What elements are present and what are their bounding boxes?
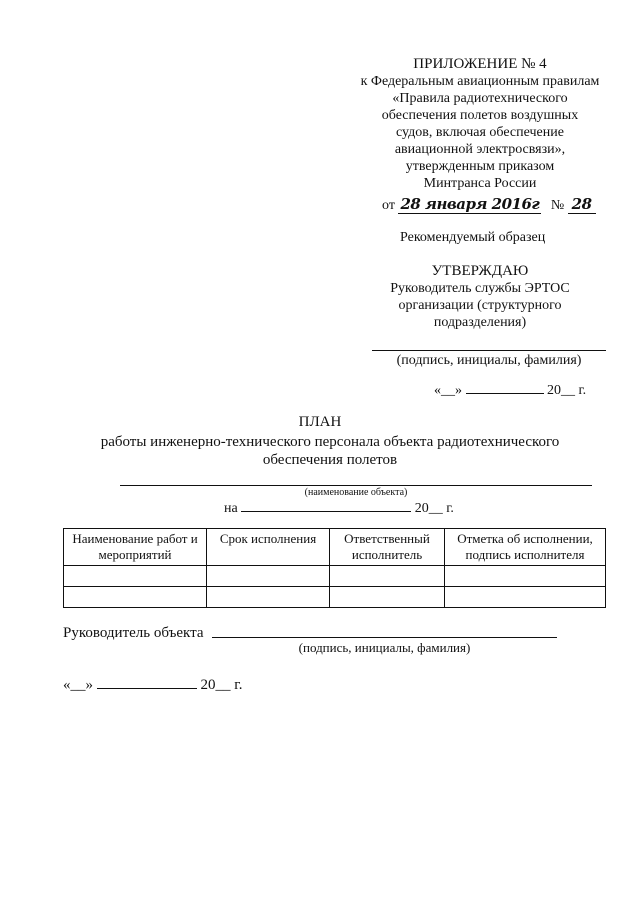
approval-position-line: подразделения) — [433, 315, 527, 330]
appendix-line: Минтранса России — [423, 176, 537, 191]
order-reference — [382, 196, 602, 216]
table-cell[interactable] — [445, 587, 606, 608]
column-header-completion-mark: Отметка об исполнении, подпись исполнителя — [445, 529, 606, 566]
approval-date-month-field[interactable] — [466, 381, 544, 394]
table-cell[interactable] — [330, 566, 445, 587]
footer-date-year[interactable]: 20__ г. — [200, 677, 243, 693]
recommended-sample-label: Рекомендуемый образец — [400, 230, 546, 245]
plan-subtitle: работы инженерно-технического персонала объекта радиотехнического обеспечения полетов — [100, 434, 560, 468]
appendix-line: «Правила радиотехнического — [392, 91, 568, 106]
table-cell[interactable] — [64, 587, 207, 608]
work-plan-table — [63, 528, 606, 608]
plan-period-prefix: на — [224, 501, 238, 516]
table-cell[interactable] — [330, 587, 445, 608]
order-number-prefix: № — [550, 198, 565, 213]
approval-date-day[interactable]: «__» — [434, 383, 462, 398]
column-header-responsible: Ответственный исполнитель — [330, 529, 445, 566]
object-head-signature-caption: (подпись, инициалы, фамилия) — [298, 640, 471, 655]
object-head-label: Руководитель объекта — [63, 625, 204, 641]
object-head-signature-line[interactable] — [212, 637, 557, 638]
approval-date-year[interactable]: 20__ г. — [547, 383, 587, 398]
appendix-block — [330, 55, 630, 192]
approval-signature-caption: (подпись, инициалы, фамилия) — [396, 353, 582, 368]
order-number: 28 — [568, 195, 596, 214]
approval-date — [434, 381, 586, 399]
appendix-line: к Федеральным авиационным правилам — [360, 74, 600, 89]
column-header-deadline: Срок исполнения — [207, 529, 330, 566]
appendix-title: ПРИЛОЖЕНИЕ № 4 — [413, 56, 547, 72]
plan-period-year[interactable]: 20__ г. — [414, 501, 454, 516]
footer-date — [63, 676, 242, 694]
order-date: 28 января 2016г — [400, 195, 540, 213]
appendix-line: авиационной электросвязи», — [394, 142, 566, 157]
plan-period — [224, 499, 454, 517]
table-cell[interactable] — [64, 566, 207, 587]
footer-date-month-field[interactable] — [97, 676, 197, 689]
object-name-line[interactable] — [120, 485, 592, 486]
table-cell[interactable] — [445, 566, 606, 587]
table-header-row — [64, 529, 606, 566]
approval-signature-line[interactable] — [372, 350, 606, 351]
appendix-line: утвержденным приказом — [405, 159, 555, 174]
approval-position-line: организации (структурного — [398, 298, 562, 313]
footer-date-day[interactable]: «__» — [63, 677, 93, 693]
object-name-caption: (наименование объекта) — [304, 487, 408, 498]
appendix-line: судов, включая обеспечение — [396, 125, 564, 140]
appendix-line: обеспечения полетов воздушных — [381, 108, 579, 123]
table-cell[interactable] — [207, 587, 330, 608]
approval-position-line: Руководитель службы ЭРТОС — [390, 281, 570, 296]
approval-title: УТВЕРЖДАЮ — [431, 263, 529, 279]
plan-period-field[interactable] — [241, 499, 411, 512]
order-prefix: от — [382, 198, 395, 213]
plan-title: ПЛАН — [298, 414, 342, 430]
approval-block — [380, 262, 580, 331]
table-row — [64, 566, 606, 587]
table-cell[interactable] — [207, 566, 330, 587]
column-header-works: Наименование работ и мероприятий — [64, 529, 207, 566]
table-row — [64, 587, 606, 608]
